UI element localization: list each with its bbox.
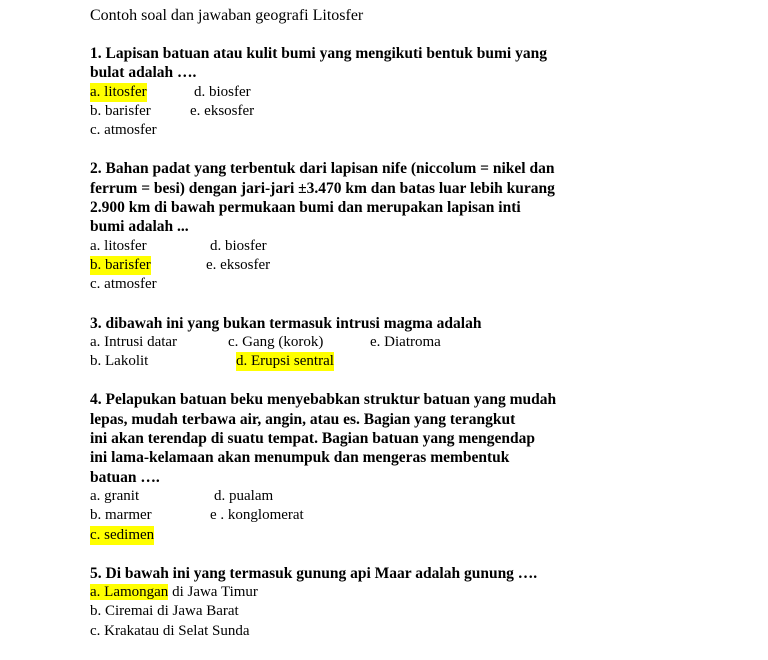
option-e: e. Diatroma xyxy=(370,333,441,350)
question-3 xyxy=(90,314,690,372)
option-d: d. biosfer xyxy=(194,83,251,100)
question-4-options-row-2 xyxy=(90,506,690,525)
question-1-text: 1. Lapisan batuan atau kulit bumi yang mengikuti bentuk bumi yang bulat adalah …. xyxy=(90,45,547,82)
option-b: b. Lakolit xyxy=(90,353,149,370)
option-d: d. pualam xyxy=(214,487,274,504)
option-c: c. atmosfer xyxy=(90,122,157,139)
question-5-options-row-2 xyxy=(90,602,690,621)
question-4-options-row-3 xyxy=(90,526,690,545)
question-4-options-row-1 xyxy=(90,487,690,506)
question-3-options-row-1 xyxy=(90,333,690,352)
option-a xyxy=(90,583,258,602)
question-1-options-row-2 xyxy=(90,102,690,121)
page-title: Contoh soal dan jawaban geografi Litosfer xyxy=(90,7,364,24)
question-2 xyxy=(90,159,690,294)
option-e: e. eksosfer xyxy=(206,256,271,273)
question-5-options-row-1 xyxy=(90,583,690,602)
question-1 xyxy=(90,44,690,140)
option-d: d. biosfer xyxy=(210,237,267,254)
question-2-options-row-1 xyxy=(90,237,690,256)
option-c: c. Krakatau di Selat Sunda xyxy=(90,622,250,639)
option-e: e . konglomerat xyxy=(210,507,304,524)
question-3-options-row-2 xyxy=(90,352,690,371)
question-4-text: 4. Pelapukan batuan beku menyebabkan struktur batuan yang mudah lepas, mudah terbawa air, angin, atau es. Bagian yang terangkut ini akan terendap di suatu tempat. Bagian batuan yang mengendap ini lama-kelamaan akan menumpuk dan mengeras membentuk batuan …. xyxy=(90,391,557,486)
question-2-text: 2. Bahan padat yang terbentuk dari lapisan nife (niccolum = nikel dan ferrum = besi) dengan jari-jari ±3.470 km dan batas luar lebih kurang 2.900 km di bawah permukaan bumi dan merupakan lapisan inti bumi adalah ... xyxy=(90,160,555,236)
option-a: a. litosfer xyxy=(90,83,147,102)
question-3-text: 3. dibawah ini yang bukan termasuk intrusi magma adalah xyxy=(90,314,482,332)
option-a-rest: di Jawa Timur xyxy=(168,584,258,601)
option-a-answer: a. Lamongan xyxy=(90,584,169,601)
question-2-options-row-3 xyxy=(90,275,690,294)
question-1-options-row-3 xyxy=(90,121,690,140)
question-5-text: 5. Di bawah ini yang termasuk gunung api Maar adalah gunung …. xyxy=(90,564,538,582)
question-2-options-row-2 xyxy=(90,256,690,275)
question-4 xyxy=(90,390,690,544)
option-a: a. granit xyxy=(90,487,140,504)
question-1-options-row-1 xyxy=(90,83,690,102)
option-b: b. barisfer xyxy=(90,102,151,119)
option-a: a. litosfer xyxy=(90,237,147,254)
option-b: b. barisfer xyxy=(90,256,151,275)
option-c: c. Gang (korok) xyxy=(228,333,324,350)
option-e: e. eksosfer xyxy=(190,102,255,119)
option-c: c. sedimen xyxy=(90,526,154,545)
question-5-options-row-3 xyxy=(90,622,690,641)
option-a: a. Intrusi datar xyxy=(90,333,178,350)
option-d: d. Erupsi sentral xyxy=(236,352,334,371)
option-b: b. marmer xyxy=(90,507,152,524)
document-page xyxy=(90,6,690,660)
option-b: b. Ciremai di Jawa Barat xyxy=(90,603,239,620)
question-5 xyxy=(90,564,690,641)
option-c: c. atmosfer xyxy=(90,276,157,293)
